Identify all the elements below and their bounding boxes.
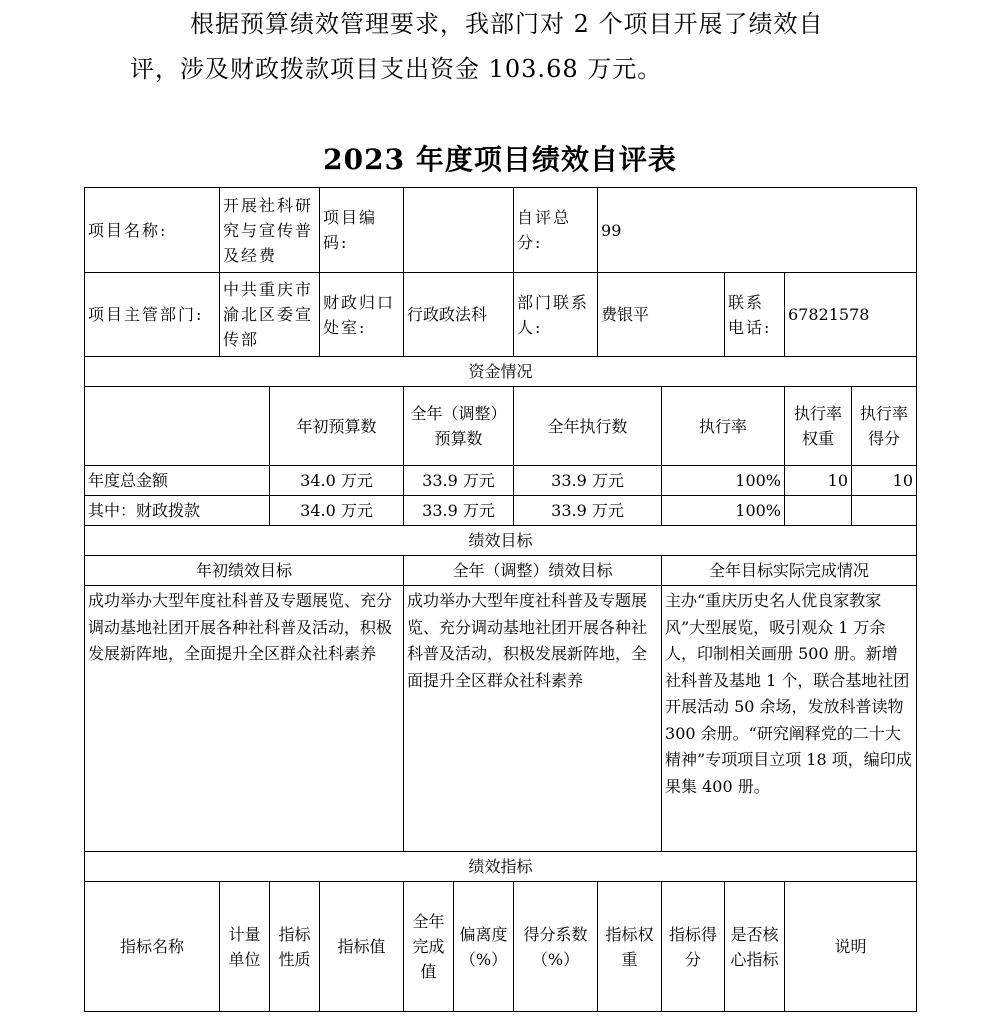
department-label: 项目主管部门:: [85, 273, 220, 357]
department-value: 中共重庆市渝北区委宣传部: [220, 273, 320, 357]
goals-header-adjusted: 全年（调整）绩效目标: [404, 556, 662, 586]
funds-row-label: 其中：财政拨款: [85, 496, 270, 526]
contact-person-label: 部门联系人:: [514, 273, 598, 357]
funds-execution-rate: 100%: [662, 496, 785, 526]
goals-content-row: [85, 586, 917, 852]
finance-office-value: 行政政法科: [404, 273, 514, 357]
goal-actual-text: 主办“重庆历史名人优良家教家风”大型展览，吸引观众 1 万余人，印制相关画册 500 册。新增社科普及基地 1 个，联合基地社团开展活动 50 余场，发放科普读物 300 余册。“研究阐释党的二十大精神”专项项目立项 18 项，编印成果集 400 册。: [662, 586, 917, 852]
funds-header-adjusted-budget: 全年（调整）预算数: [404, 387, 514, 466]
indicator-header-unit: 计量单位: [220, 882, 270, 1012]
funds-header-blank: [85, 387, 270, 466]
project-name-value: 开展社科研究与宣传普及经费: [220, 188, 320, 273]
indicator-header-completed: 全年完成值: [404, 882, 454, 1012]
funds-rate-score: [852, 496, 917, 526]
indicator-header-score-coef: 得分系数（%）: [514, 882, 598, 1012]
funds-header-executed: 全年执行数: [514, 387, 662, 466]
funds-initial-budget: 34.0 万元: [270, 496, 404, 526]
funds-rate-score: 10: [852, 466, 917, 496]
finance-office-label: 财政归口处室:: [320, 273, 404, 357]
indicator-header-deviation: 偏离度（%）: [454, 882, 514, 1012]
funds-header-row: [85, 387, 917, 466]
funds-initial-budget: 34.0 万元: [270, 466, 404, 496]
evaluation-table: [84, 187, 917, 1012]
funds-adjusted-budget: 33.9 万元: [404, 466, 514, 496]
indicator-header-score: 指标得分: [662, 882, 725, 1012]
indicators-section-heading: 绩效指标: [85, 852, 917, 882]
department-row: [85, 273, 917, 357]
intro-line-2: 评，涉及财政拨款项目支出资金 103.68 万元。: [130, 55, 663, 83]
funds-executed: 33.9 万元: [514, 466, 662, 496]
funds-header-rate-score: 执行率得分: [852, 387, 917, 466]
self-score-value: 99: [598, 188, 917, 273]
indicator-header-value: 指标值: [320, 882, 404, 1012]
funds-row-label: 年度总金额: [85, 466, 270, 496]
project-code-label: 项目编码:: [320, 188, 404, 273]
funds-section-heading: 资金情况: [85, 357, 917, 387]
contact-person-value: 费银平: [598, 273, 725, 357]
goals-header-row: [85, 556, 917, 586]
phone-label: 联系电话:: [725, 273, 785, 357]
phone-value: 67821578: [785, 273, 917, 357]
goals-header-initial: 年初绩效目标: [85, 556, 404, 586]
funds-rate-weight: 10: [785, 466, 852, 496]
indicators-header-row: [85, 882, 917, 1012]
intro-paragraph: [130, 2, 890, 92]
indicator-header-nature: 指标性质: [270, 882, 320, 1012]
table-title: 2023 年度项目绩效自评表: [323, 143, 677, 176]
funds-executed: 33.9 万元: [514, 496, 662, 526]
funds-execution-rate: 100%: [662, 466, 785, 496]
funds-header-initial-budget: 年初预算数: [270, 387, 404, 466]
indicator-header-name: 指标名称: [85, 882, 220, 1012]
goal-adjusted-text: 成功举办大型年度社科普及专题展览、充分调动基地社团开展各种社科普及活动，积极发展新阵地，全面提升全区群众社科素养: [404, 586, 662, 852]
intro-line-1: 根据预算绩效管理要求，我部门对 2 个项目开展了绩效自: [190, 10, 824, 38]
project-name-label: 项目名称:: [85, 188, 220, 273]
indicator-header-weight: 指标权重: [598, 882, 662, 1012]
funds-total-row: [85, 466, 917, 496]
goals-header-actual: 全年目标实际完成情况: [662, 556, 917, 586]
project-name-row: [85, 188, 917, 273]
indicator-header-core: 是否核心指标: [725, 882, 785, 1012]
indicators-section-row: [85, 852, 917, 882]
funds-fiscal-row: [85, 496, 917, 526]
goals-section-row: [85, 526, 917, 556]
funds-adjusted-budget: 33.9 万元: [404, 496, 514, 526]
self-score-label: 自评总分:: [514, 188, 598, 273]
funds-header-rate-weight: 执行率权重: [785, 387, 852, 466]
funds-header-execution-rate: 执行率: [662, 387, 785, 466]
goals-section-heading: 绩效目标: [85, 526, 917, 556]
indicator-header-note: 说明: [785, 882, 917, 1012]
project-code-value: [404, 188, 514, 273]
goal-initial-text: 成功举办大型年度社科普及专题展览、充分调动基地社团开展各种社科普及活动，积极发展新阵地，全面提升全区群众社科素养: [85, 586, 404, 852]
funds-section-row: [85, 357, 917, 387]
funds-rate-weight: [785, 496, 852, 526]
